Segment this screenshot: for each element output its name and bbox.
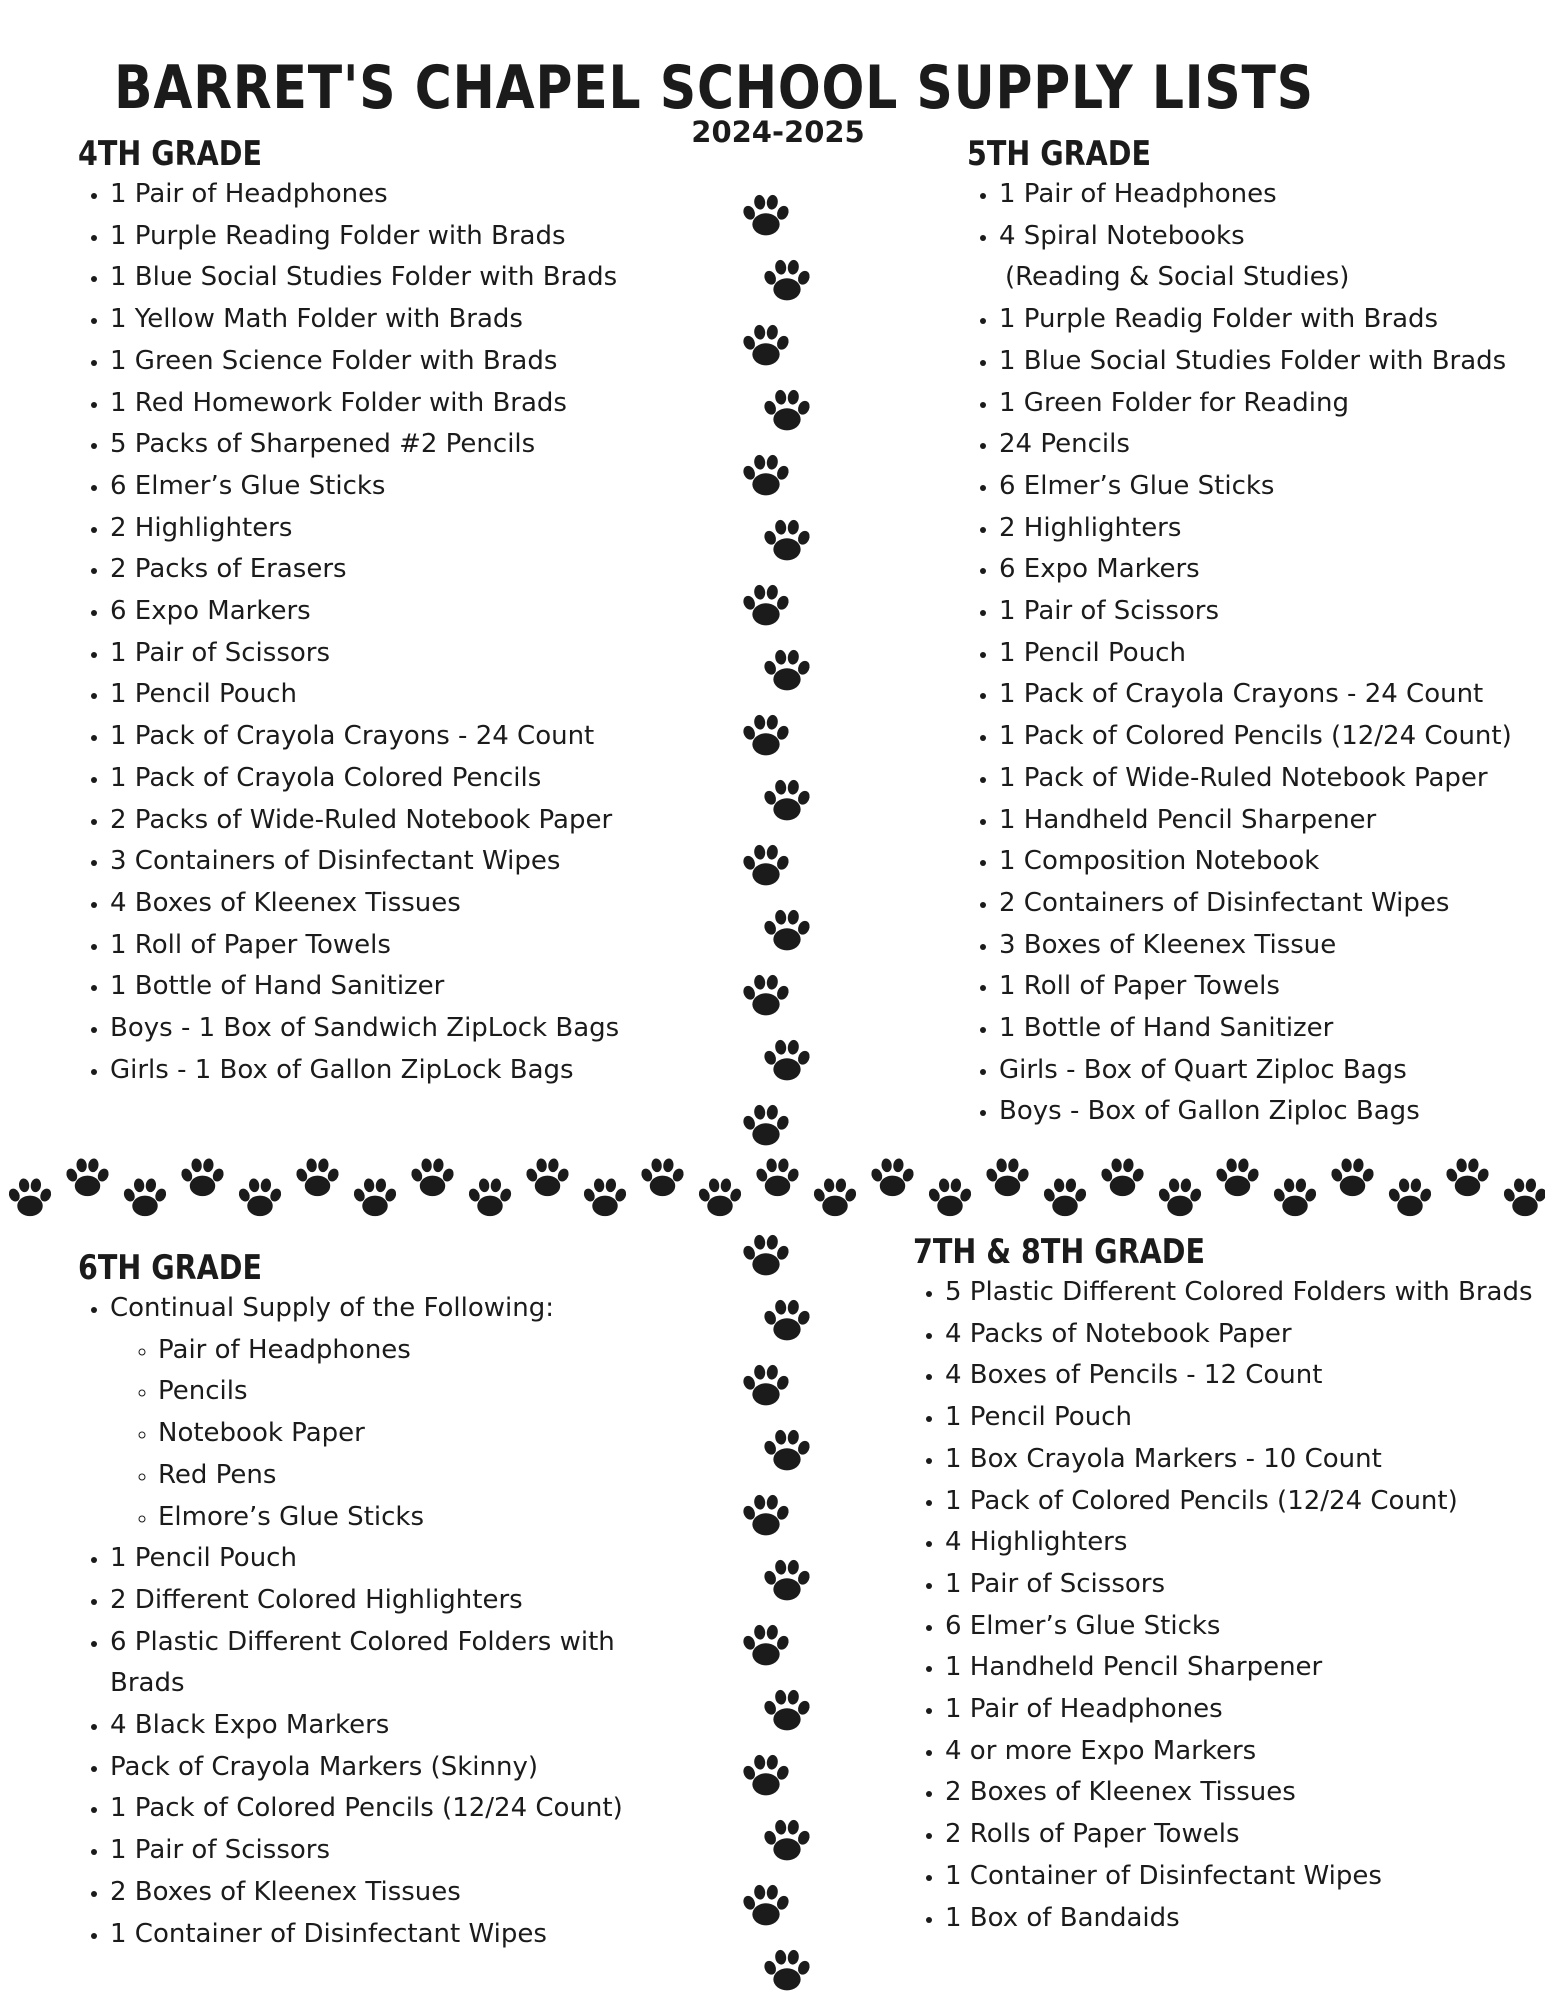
paw-print-icon (582, 1178, 628, 1216)
list-item: • 1 Handheld Pencil Sharpener (945, 1647, 1533, 1689)
list-item: • 1 Pack of Colored Pencils (12/24 Count) (110, 1788, 638, 1830)
paw-print-icon (741, 1494, 791, 1535)
list-item: • 1 Green Folder for Reading (999, 383, 1512, 425)
paw-print-icon (762, 1819, 812, 1860)
list-item: • 1 Pair of Headphones (110, 174, 619, 216)
paw-print-icon (697, 1178, 743, 1216)
paw-print-icon (741, 1624, 791, 1665)
list-item: • 1 Pencil Pouch (110, 1538, 638, 1580)
paw-print-icon (1157, 1178, 1203, 1216)
list-item: • 1 Pack of Crayola Colored Pencils (110, 758, 619, 800)
page-title: BARRET'S CHAPEL SCHOOL SUPPLY LISTS (114, 53, 1314, 123)
paw-print-icon (179, 1158, 225, 1196)
paw-print-icon (812, 1178, 858, 1216)
list-item: • 1 Handheld Pencil Sharpener (999, 800, 1512, 842)
list-item: • 5 Plastic Different Colored Folders with Brads (945, 1272, 1533, 1314)
paw-print-icon (762, 519, 812, 560)
list-item (999, 216, 1512, 299)
list-item: • 1 Green Science Folder with Brads (110, 341, 619, 383)
sub-list-item: ◦ Red Pens (158, 1455, 638, 1497)
paw-print-icon (1214, 1158, 1260, 1196)
list-item: • 2 Different Colored Highlighters (110, 1580, 638, 1622)
paw-print-icon (762, 1299, 812, 1340)
list-item: • 4 Highlighters (945, 1522, 1533, 1564)
list-item: • 1 Pair of Scissors (110, 633, 619, 675)
list-item: • 2 Highlighters (999, 508, 1512, 550)
list-item: • 6 Elmer’s Glue Sticks (945, 1606, 1533, 1648)
list-item: • 1 Pack of Crayola Crayons - 24 Count (110, 716, 619, 758)
list-item: • 1 Roll of Paper Towels (110, 925, 619, 967)
paw-print-icon (741, 1884, 791, 1925)
list-item-text: 4 Spiral Notebooks (999, 220, 1245, 251)
grade-7-8-list (913, 1272, 1533, 1939)
grade-4-heading: 4TH GRADE (78, 134, 262, 174)
paw-print-icon (639, 1158, 685, 1196)
paw-print-icon (741, 714, 791, 755)
paw-print-icon (741, 1754, 791, 1795)
list-item: • 1 Box Crayola Markers - 10 Count (945, 1439, 1533, 1481)
list-item: • 2 Containers of Disinfectant Wipes (999, 883, 1512, 925)
list-item: • Girls - Box of Quart Ziploc Bags (999, 1050, 1512, 1092)
paw-print-icon (869, 1158, 915, 1196)
list-item: • 1 Pair of Headphones (999, 174, 1512, 216)
paw-print-icon (1329, 1158, 1375, 1196)
list-item: • Girls - 1 Box of Gallon ZipLock Bags (110, 1050, 619, 1092)
grade-6-list (78, 1288, 638, 1955)
list-item: • 6 Plastic Different Colored Folders with Brads (110, 1622, 638, 1705)
list-item: • 1 Composition Notebook (999, 841, 1512, 883)
list-item: • 1 Roll of Paper Towels (999, 966, 1512, 1008)
grade-6-heading: 6TH GRADE (78, 1248, 262, 1288)
paw-print-icon (1042, 1178, 1088, 1216)
paw-print-icon (741, 454, 791, 495)
grade-5-heading: 5TH GRADE (967, 134, 1151, 174)
paw-print-icon (741, 1104, 791, 1145)
list-item: • 6 Expo Markers (999, 549, 1512, 591)
grade-4-section (78, 134, 619, 1091)
list-item: • 1 Yellow Math Folder with Brads (110, 299, 619, 341)
list-item: • 1 Pack of Colored Pencils (12/24 Count) (999, 716, 1512, 758)
list-item: • Boys - Box of Gallon Ziploc Bags (999, 1091, 1512, 1133)
list-item: • 6 Expo Markers (110, 591, 619, 633)
grade-5-list (967, 174, 1512, 1133)
paw-print-icon (524, 1158, 570, 1196)
list-item: • 5 Packs of Sharpened #2 Pencils (110, 424, 619, 466)
paw-print-icon (762, 1949, 812, 1990)
list-item: • 1 Pack of Colored Pencils (12/24 Count) (945, 1481, 1533, 1523)
list-item: • 1 Pair of Scissors (945, 1564, 1533, 1606)
list-item: • 1 Pencil Pouch (945, 1397, 1533, 1439)
list-item: • 2 Boxes of Kleenex Tissues (110, 1872, 638, 1914)
list-item: • 1 Pack of Wide-Ruled Notebook Paper (999, 758, 1512, 800)
grade-4-list (78, 174, 619, 1091)
list-item: • 1 Red Homework Folder with Brads (110, 383, 619, 425)
paw-print-icon (762, 779, 812, 820)
sub-list-item: ◦ Pencils (158, 1371, 638, 1413)
paw-print-icon (1099, 1158, 1145, 1196)
continual-supply-list (110, 1330, 638, 1539)
list-item: • 2 Rolls of Paper Towels (945, 1814, 1533, 1856)
list-item: • 4 Packs of Notebook Paper (945, 1314, 1533, 1356)
list-item: • 3 Boxes of Kleenex Tissue (999, 925, 1512, 967)
list-item: • 1 Bottle of Hand Sanitizer (110, 966, 619, 1008)
list-item: • 1 Pencil Pouch (110, 674, 619, 716)
list-item (110, 1288, 638, 1538)
list-item: • 1 Pair of Scissors (999, 591, 1512, 633)
list-item: • 1 Purple Readig Folder with Brads (999, 299, 1512, 341)
paw-print-icon (741, 194, 791, 235)
list-item: • 1 Pair of Headphones (945, 1689, 1533, 1731)
list-item: • 6 Elmer’s Glue Sticks (999, 466, 1512, 508)
paw-print-icon (64, 1158, 110, 1196)
sub-list-item: ◦ Elmore’s Glue Sticks (158, 1497, 638, 1539)
list-item-text: Continual Supply of the Following: (110, 1293, 554, 1323)
paw-print-icon (762, 389, 812, 430)
paw-print-icon (122, 1178, 168, 1216)
list-item: • 1 Pack of Crayola Crayons - 24 Count (999, 674, 1512, 716)
paw-print-icon (352, 1178, 398, 1216)
list-item: • 1 Blue Social Studies Folder with Brads (999, 341, 1512, 383)
paw-print-icon (741, 974, 791, 1015)
list-item-note: (Reading & Social Studies) (1005, 262, 1350, 293)
grade-6-section (78, 1248, 638, 1955)
sub-list-item: ◦ Notebook Paper (158, 1413, 638, 1455)
paw-print-icon (741, 1234, 791, 1275)
list-item: • 1 Blue Social Studies Folder with Brads (110, 257, 619, 299)
grade-5-section (967, 134, 1512, 1133)
sub-list-item: ◦ Pair of Headphones (158, 1330, 638, 1372)
paw-print-icon (927, 1178, 973, 1216)
list-item: • 2 Highlighters (110, 508, 619, 550)
paw-print-icon (984, 1158, 1030, 1196)
paw-print-icon (762, 649, 812, 690)
grade-7-8-section (913, 1232, 1533, 1939)
list-item: • Pack of Crayola Markers (Skinny) (110, 1747, 638, 1789)
paw-print-icon (762, 1689, 812, 1730)
paw-print-icon (467, 1178, 513, 1216)
paw-print-icon (741, 324, 791, 365)
school-year: 2024-2025 (691, 115, 865, 149)
paw-print-icon (762, 1429, 812, 1470)
paw-print-icon (741, 1364, 791, 1405)
list-item: • 1 Bottle of Hand Sanitizer (999, 1008, 1512, 1050)
list-item: • 1 Box of Bandaids (945, 1898, 1533, 1940)
list-item: • 1 Container of Disinfectant Wipes (945, 1856, 1533, 1898)
paw-print-icon (741, 844, 791, 885)
list-item: • 1 Container of Disinfectant Wipes (110, 1914, 638, 1956)
list-item: • 2 Packs of Erasers (110, 549, 619, 591)
paw-print-icon (762, 1039, 812, 1080)
list-item: • 6 Elmer’s Glue Sticks (110, 466, 619, 508)
list-item: • 1 Pair of Scissors (110, 1830, 638, 1872)
list-item: • 4 or more Expo Markers (945, 1731, 1533, 1773)
list-item: • Boys - 1 Box of Sandwich ZipLock Bags (110, 1008, 619, 1050)
paw-print-icon (1444, 1158, 1490, 1196)
paw-print-icon (1387, 1178, 1433, 1216)
list-item: • 1 Pencil Pouch (999, 633, 1512, 675)
paw-print-icon (1502, 1178, 1545, 1216)
list-item: • 1 Purple Reading Folder with Brads (110, 216, 619, 258)
paw-print-icon (1272, 1178, 1318, 1216)
list-item: • 2 Packs of Wide-Ruled Notebook Paper (110, 800, 619, 842)
paw-print-icon (294, 1158, 340, 1196)
paw-print-icon (7, 1178, 53, 1216)
paw-print-icon (754, 1158, 800, 1196)
paw-print-icon (237, 1178, 283, 1216)
list-item: • 4 Black Expo Markers (110, 1705, 638, 1747)
list-item: • 3 Containers of Disinfectant Wipes (110, 841, 619, 883)
paw-print-icon (762, 1559, 812, 1600)
paw-print-icon (762, 259, 812, 300)
list-item: • 2 Boxes of Kleenex Tissues (945, 1772, 1533, 1814)
list-item: • 4 Boxes of Pencils - 12 Count (945, 1355, 1533, 1397)
paw-print-icon (409, 1158, 455, 1196)
grade-7-8-heading: 7TH & 8TH GRADE (913, 1232, 1206, 1272)
list-item: • 24 Pencils (999, 424, 1512, 466)
list-item: • 4 Boxes of Kleenex Tissues (110, 883, 619, 925)
paw-print-icon (762, 909, 812, 950)
paw-print-icon (741, 584, 791, 625)
